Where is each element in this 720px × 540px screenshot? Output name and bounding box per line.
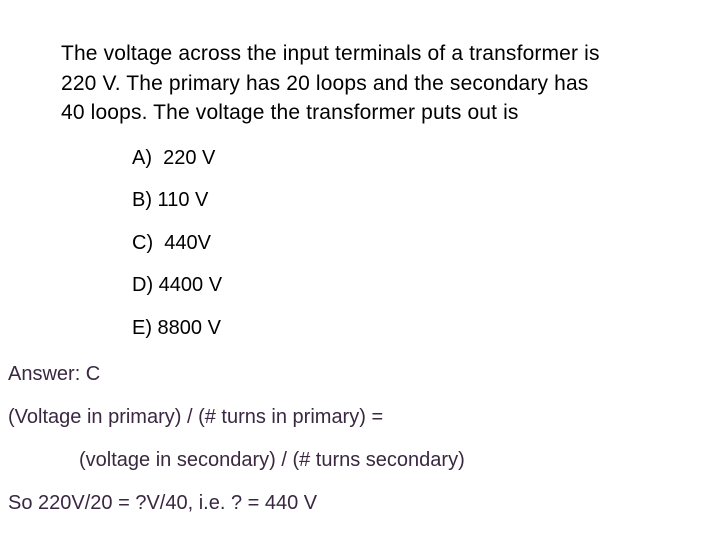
explanation-line-3: So 220V/20 = ?V/40, i.e. ? = 440 V	[8, 492, 318, 514]
answer-label: Answer: C	[8, 363, 101, 385]
question-line-2: 220 V. The primary has 20 loops and the secondary has	[61, 72, 589, 95]
explanation-line-2: (voltage in secondary) / (# turns secondary)	[79, 449, 465, 471]
option-e: E) 8800 V	[132, 317, 221, 339]
option-b: B) 110 V	[132, 189, 209, 211]
question-line-3: 40 loops. The voltage the transformer puts out is	[61, 101, 519, 124]
option-a: A) 220 V	[132, 147, 216, 169]
option-d: D) 4400 V	[132, 274, 223, 296]
explanation-line-1: (Voltage in primary) / (# turns in primary) =	[8, 406, 384, 428]
option-c: C) 440V	[132, 232, 211, 254]
question-line-1: The voltage across the input terminals of a transformer is	[61, 42, 600, 65]
